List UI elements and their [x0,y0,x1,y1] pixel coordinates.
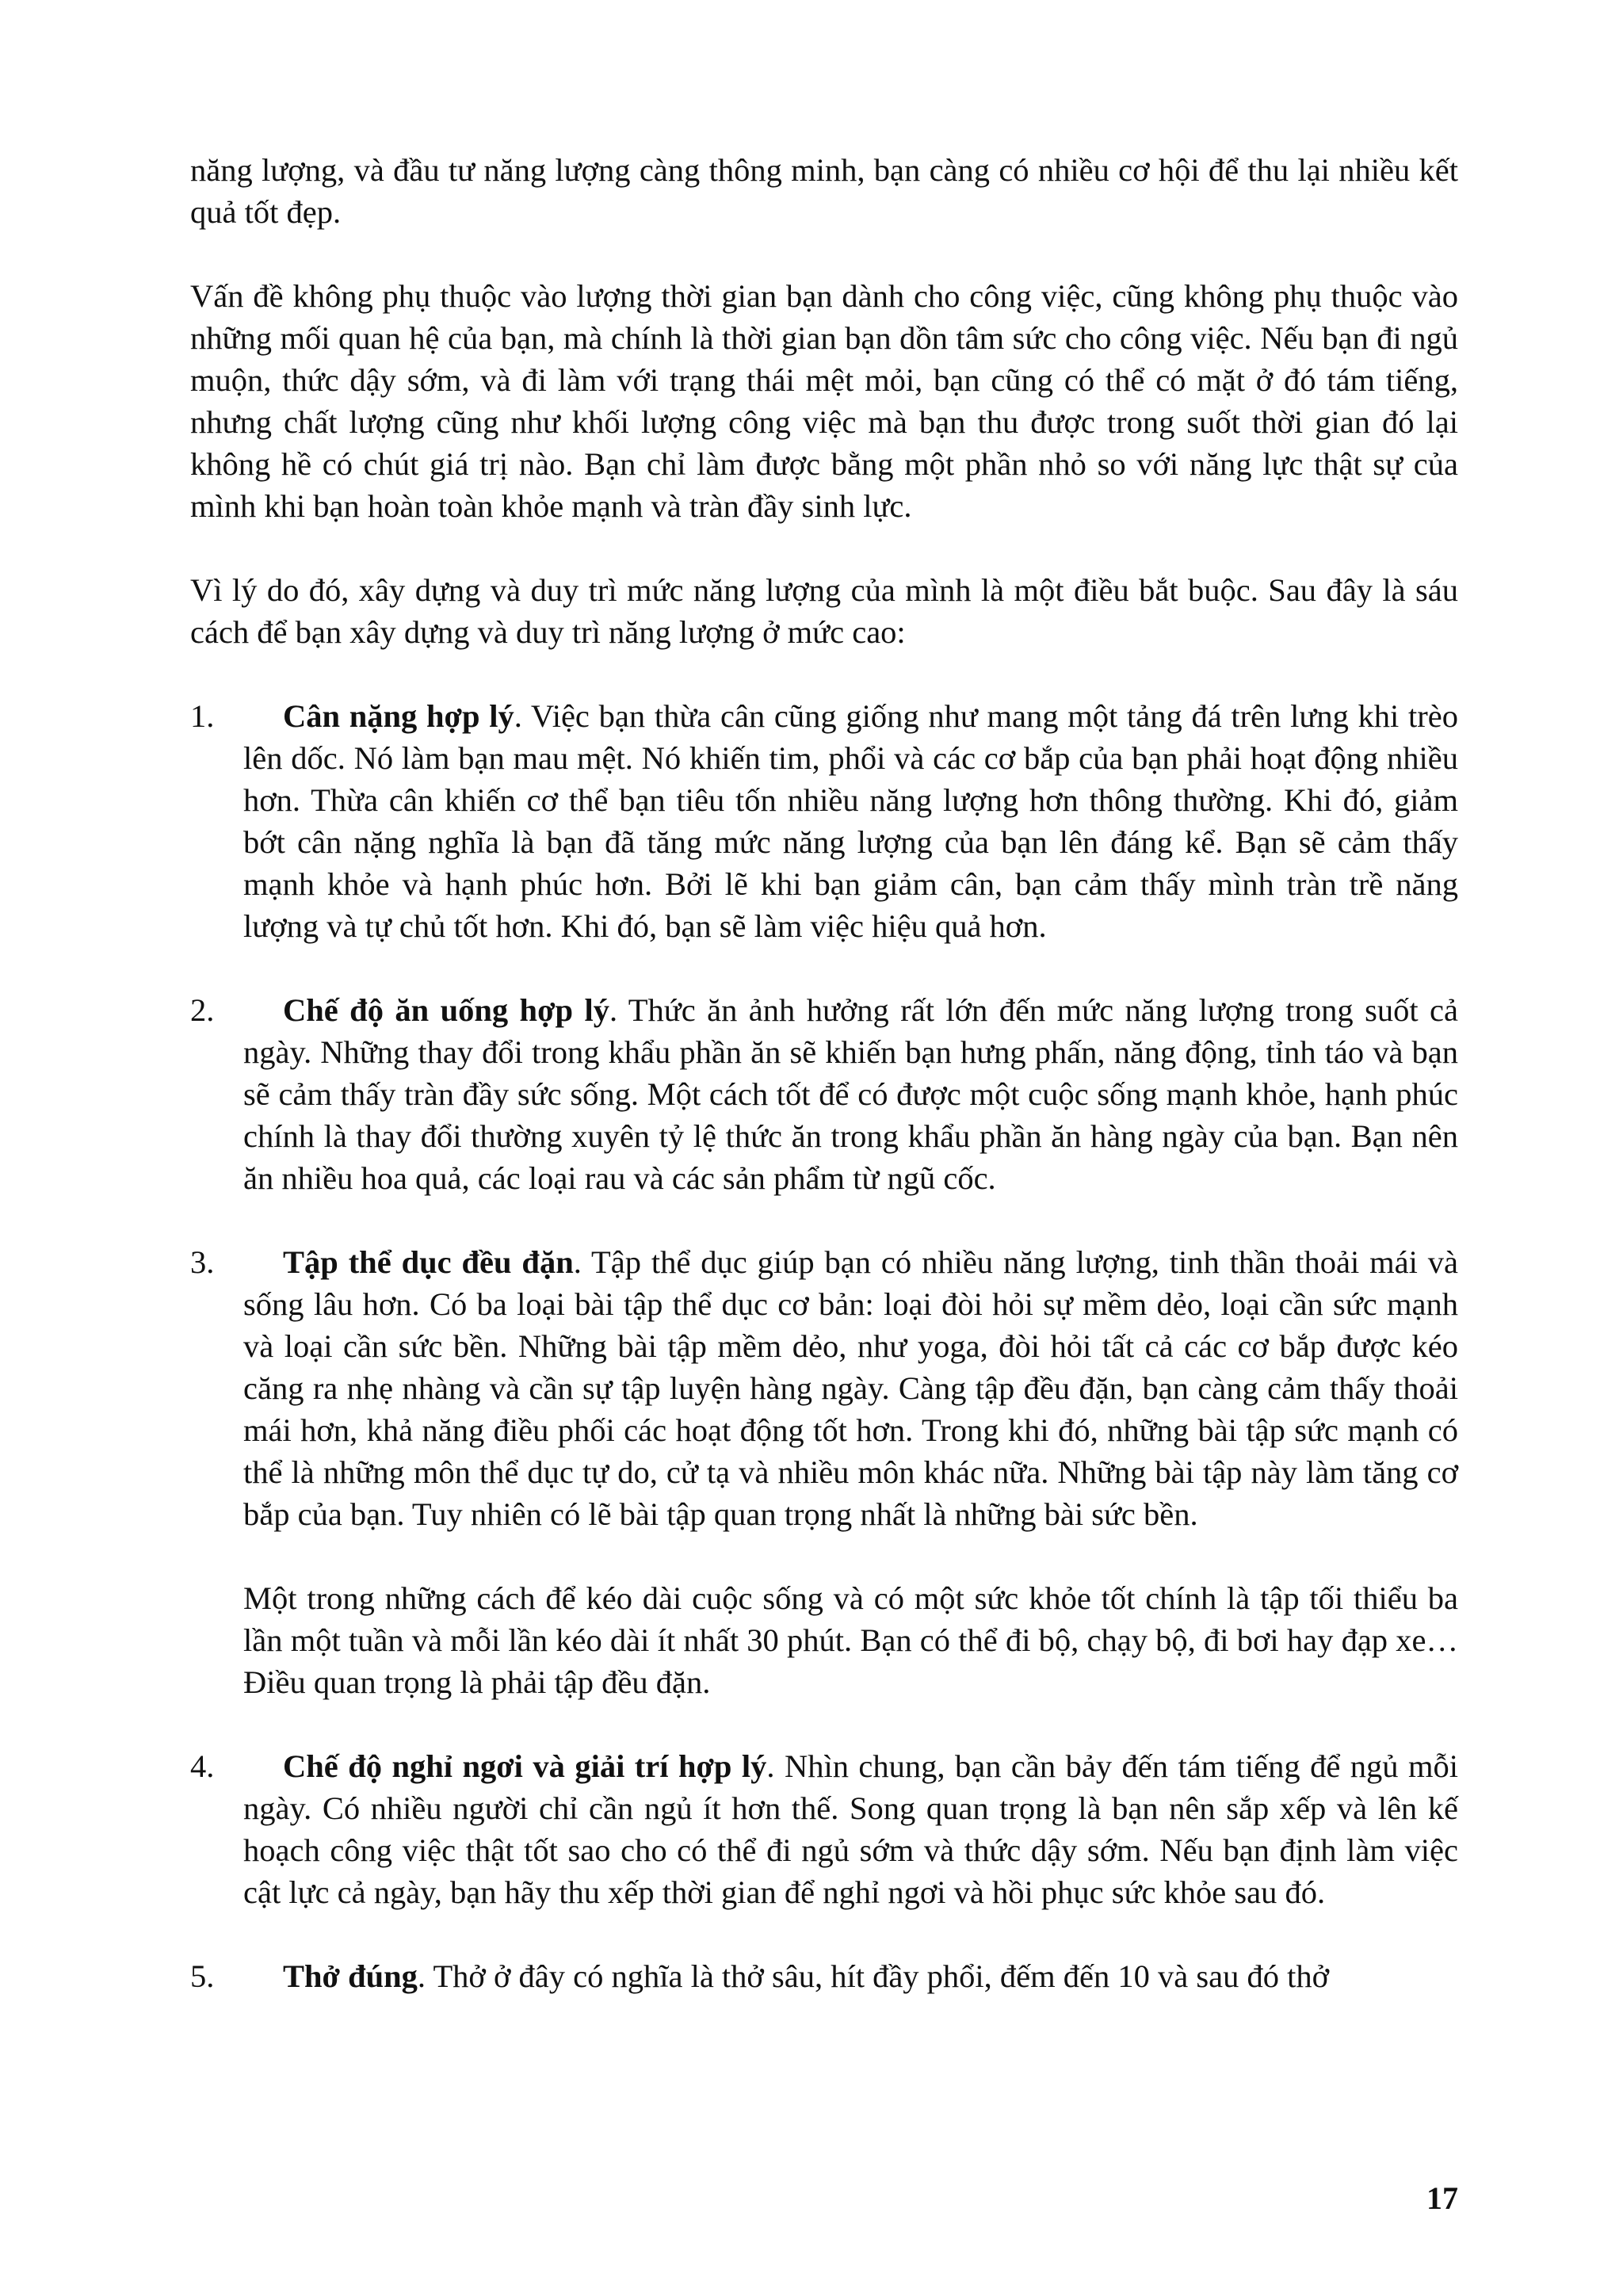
list-item-number: 3. [190,1244,215,1280]
list-item-rest [190,1745,1458,1913]
list-item-number: 5. [190,1958,215,1994]
list-item-text: . Tập thể dục giúp bạn có nhiều năng lượng, tinh thần thoải mái và sống lâu hơn. Có ba loại bài tập thể dục cơ bản: loại đòi hỏi sự mềm dẻo, loại cần sức mạnh và loại cần sức bền. Những bài tập mềm dẻo, như yoga, đòi hỏi tất cả các cơ bắp được kéo căng ra nhẹ nhàng và cần sự tập luyện hàng ngày. Càng tập đều đặn, bạn càng cảm thấy thoải mái hơn, khả năng điều phối các hoạt động tốt hơn. Trong khi đó, những bài tập sức mạnh có thể là những môn thể dục tự do, cử tạ và nhiều môn khác nữa. Những bài tập này làm tăng cơ bắp của bạn. Tuy nhiên có lẽ bài tập quan trọng nhất là những bài sức bền. [243,1244,1458,1532]
list-item-diet [190,989,1458,1199]
list-item-title: Thở đúng [283,1958,418,1994]
list-item-title: Chế độ nghỉ ngơi và giải trí hợp lý [283,1748,767,1784]
list-item-number: 2. [190,992,215,1028]
list-item-exercise [190,1241,1458,1535]
document-page [190,149,1458,2039]
list-item-weight [190,695,1458,947]
intro-paragraph-2: Vấn đề không phụ thuộc vào lượng thời gian bạn dành cho công việc, cũng không phụ thuộc vào những mối quan hệ của bạn, mà chính là thời gian bạn dồn tâm sức cho công việc. Nếu bạn đi ngủ muộn, thức dậy sớm, và đi làm với trạng thái mệt mỏi, bạn cũng có thể có mặt ở đó tám tiếng, nhưng chất lượng cũng như khối lượng công việc mà bạn thu được trong suốt thời gian đó lại không hề có chút giá trị nào. Bạn chỉ làm được bằng một phần nhỏ so với năng lực thật sự của mình khi bạn hoàn toàn khỏe mạnh và tràn đầy sinh lực. [190,278,1458,524]
list-item-title: Chế độ ăn uống hợp lý [283,992,609,1028]
list-item-text: . Thở ở đây có nghĩa là thở sâu, hít đầy phổi, đếm đến 10 và sau đó thở [417,1958,1330,1994]
intro-paragraph-3: Vì lý do đó, xây dựng và duy trì mức năng lượng của mình là một điều bắt buộc. Sau đây là sáu cách để bạn xây dựng và duy trì năng lượng ở mức cao: [190,572,1458,650]
list-item-text: . Việc bạn thừa cân cũng giống như mang một tảng đá trên lưng khi trèo lên dốc. Nó làm bạn mau mệt. Nó khiến tim, phổi và các cơ bắp của bạn phải hoạt động nhiều hơn. Thừa cân khiến cơ thể bạn tiêu tốn nhiều năng lượng hơn thông thường. Khi đó, giảm bớt cân nặng nghĩa là bạn đã tăng mức năng lượng của bạn lên đáng kể. Bạn sẽ cảm thấy mạnh khỏe và hạnh phúc hơn. Bởi lẽ khi bạn giảm cân, bạn cảm thấy mình tràn trề năng lượng và tự chủ tốt hơn. Khi đó, bạn sẽ làm việc hiệu quả hơn. [243,698,1458,944]
list-item-text: . Nhìn chung, bạn cần bảy đến tám tiếng để ngủ mỗi ngày. Có nhiều người chỉ cần ngủ ít hơn thế. Song quan trọng là bạn nên sắp xếp và lên kế hoạch công việc thật tốt sao cho có thể đi ngủ sớm và thức dậy sớm. Nếu bạn định làm việc cật lực cả ngày, bạn hãy thu xếp thời gian để nghỉ ngơi và hồi phục sức khỏe sau đó. [243,1748,1458,1910]
list-item-text: . Thức ăn ảnh hưởng rất lớn đến mức năng lượng trong suốt cả ngày. Những thay đổi trong khẩu phần ăn sẽ khiến bạn hưng phấn, năng động, tỉnh táo và bạn sẽ cảm thấy tràn đầy sức sống. Một cách tốt để có được một cuộc sống mạnh khỏe, hạnh phúc chính là thay đổi thường xuyên tỷ lệ thức ăn trong khẩu phần ăn hàng ngày của bạn. Bạn nên ăn nhiều hoa quả, các loại rau và các sản phẩm từ ngũ cốc. [243,992,1458,1196]
list-item-title: Cân nặng hợp lý [283,698,514,734]
list-item-breathing [190,1955,1458,1997]
page-number: 17 [1426,2180,1458,2216]
list-item-title: Tập thể dục đều đặn [283,1244,574,1280]
intro-paragraph-1: năng lượng, và đầu tư năng lượng càng thông minh, bạn càng có nhiều cơ hội để thu lại nhiều kết quả tốt đẹp. [190,152,1458,230]
list-item-exercise-extra: Một trong những cách để kéo dài cuộc sống và có một sức khỏe tốt chính là tập tối thiểu ba lần một tuần và mỗi lần kéo dài ít nhất 30 phút. Bạn có thể đi bộ, chạy bộ, đi bơi hay đạp xe… Điều quan trọng là phải tập đều đặn. [243,1580,1458,1700]
list-item-number: 1. [190,698,215,734]
list-item-number: 4. [190,1748,215,1784]
